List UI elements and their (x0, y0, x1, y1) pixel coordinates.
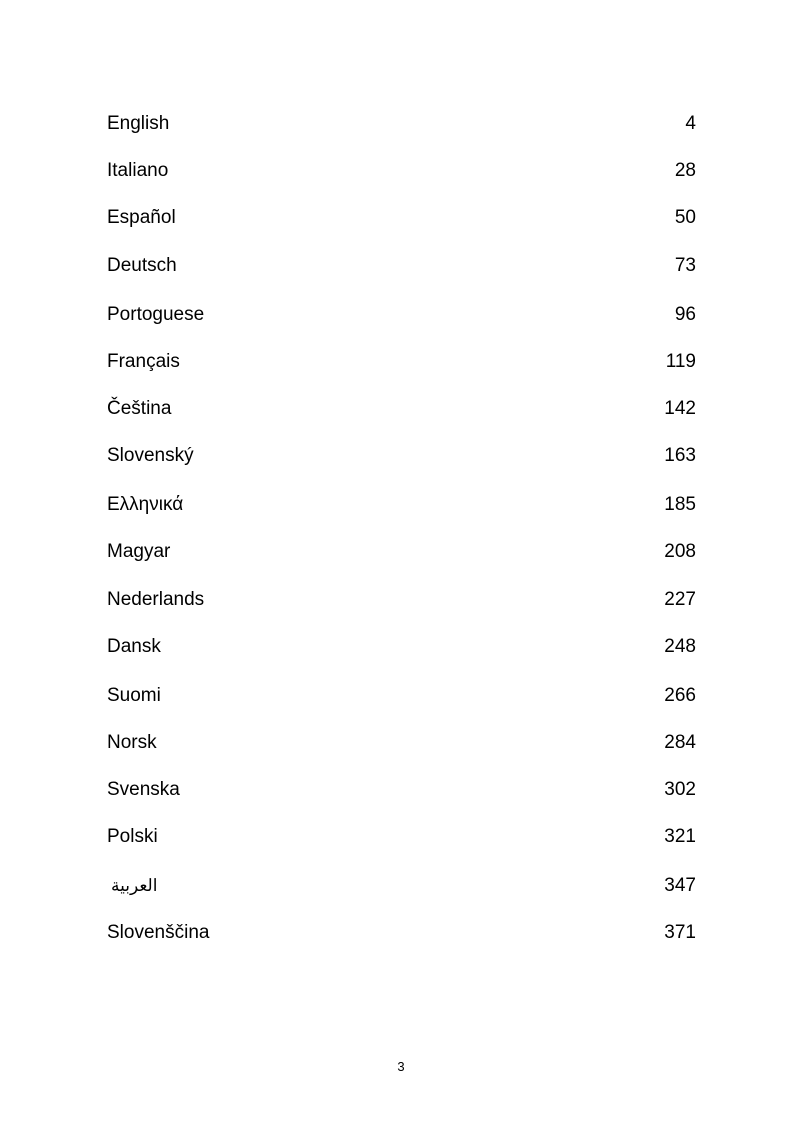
toc-page-number: 321 (664, 826, 696, 848)
toc-page-number: 4 (685, 113, 696, 134)
toc-language: Ελληνικά (107, 494, 184, 516)
toc-language: Dansk (107, 635, 161, 657)
toc-entry-arabic (107, 873, 696, 898)
toc-language: Magyar (107, 541, 171, 563)
toc-entry-suomi (107, 683, 696, 708)
toc-page-number: 266 (664, 684, 696, 706)
toc-entry-espanol (107, 205, 696, 230)
toc-entry-nederlands (107, 587, 696, 612)
toc-page-number: 50 (674, 207, 696, 229)
toc-page-number: 185 (664, 494, 696, 516)
toc-page-number: 347 (664, 875, 696, 897)
toc-language: Slovenský (107, 445, 194, 467)
toc-entry-ellinika (107, 492, 696, 517)
toc-entry-slovensky (107, 443, 696, 468)
toc-entry-magyar (107, 539, 696, 564)
toc-language: Čeština (107, 397, 172, 419)
toc-language: Italiano (107, 160, 169, 182)
toc-entry-italiano (107, 158, 696, 183)
toc-language: العربية (111, 876, 158, 896)
table-of-contents (107, 111, 696, 945)
toc-page-number: 371 (664, 922, 696, 944)
toc-language: Slovenščina (107, 922, 210, 944)
toc-language: Español (107, 207, 176, 229)
toc-language: Français (107, 350, 180, 372)
toc-page-number: 119 (665, 350, 696, 372)
toc-language: Norsk (107, 731, 157, 753)
toc-entry-slovenscina (107, 920, 696, 945)
toc-entry-polski (107, 824, 696, 849)
page-footer-number: 3 (397, 1059, 405, 1074)
toc-page-number: 284 (664, 731, 696, 753)
toc-page-number: 96 (674, 303, 696, 325)
toc-language: English (107, 113, 170, 134)
toc-page-number: 248 (664, 635, 696, 657)
toc-entry-svenska (107, 777, 696, 802)
toc-language: Nederlands (107, 588, 205, 610)
toc-page-number: 227 (664, 588, 696, 610)
toc-language: Svenska (107, 779, 180, 801)
toc-page-number: 73 (674, 254, 696, 276)
toc-entry-deutsch (107, 253, 696, 278)
toc-entry-portoguese (107, 302, 696, 327)
toc-page-number: 208 (664, 541, 696, 563)
toc-language: Polski (107, 826, 158, 848)
toc-entry-dansk (107, 634, 696, 659)
toc-language: Portoguese (107, 303, 205, 325)
toc-page-number: 163 (664, 445, 696, 467)
toc-entry-francais (107, 349, 696, 374)
toc-language: Deutsch (107, 254, 177, 276)
toc-page-number: 28 (674, 160, 696, 182)
toc-language: Suomi (107, 684, 161, 706)
toc-entry-english (107, 111, 696, 136)
toc-entry-norsk (107, 730, 696, 755)
toc-entry-cestina (107, 396, 696, 421)
toc-page-number: 302 (664, 779, 696, 801)
toc-page-number: 142 (664, 397, 696, 419)
